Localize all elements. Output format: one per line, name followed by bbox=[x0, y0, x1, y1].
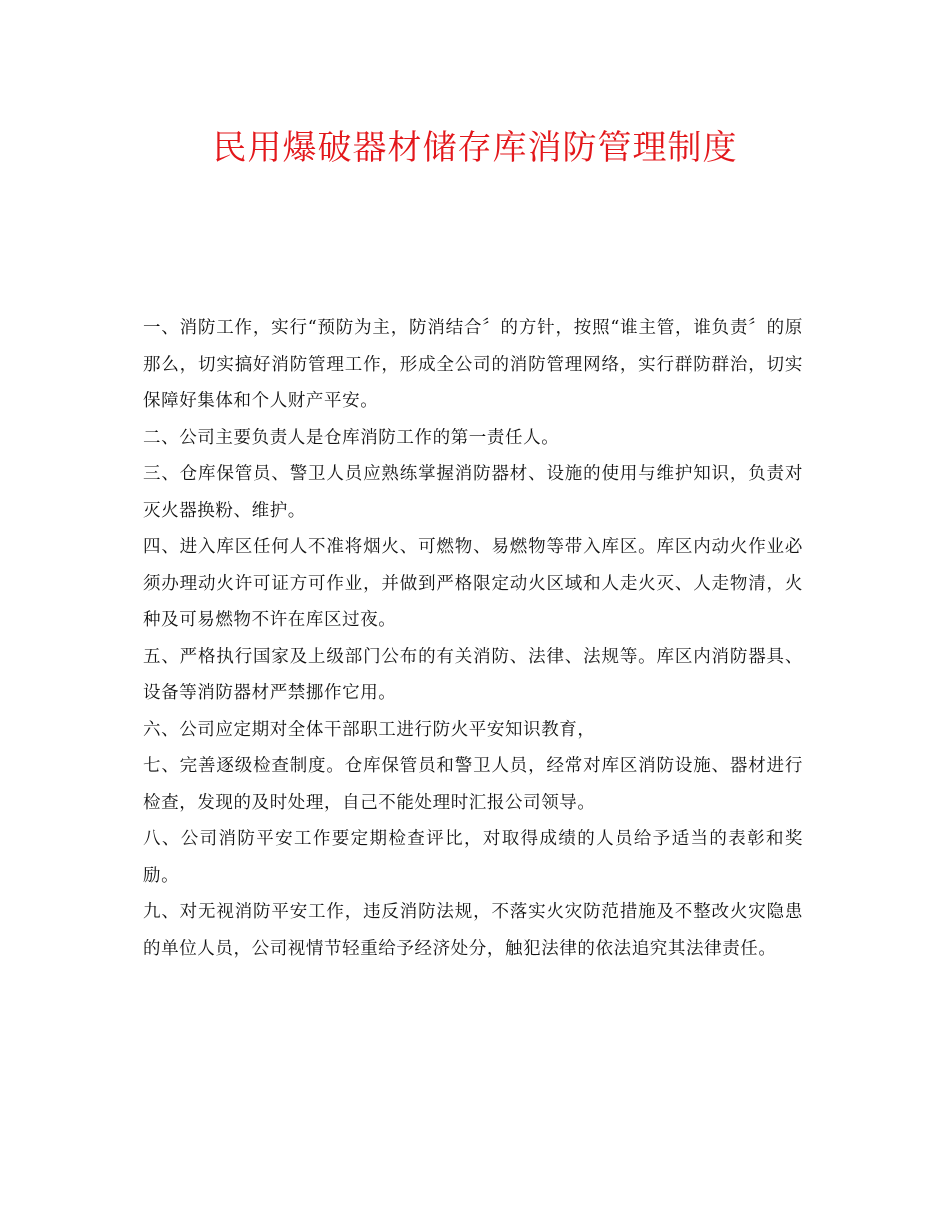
paragraph-3: 三、仓库保管员、警卫人员应熟练掌握消防器材、设施的使用与维护知识，负责对灭火器换粉、维护。 bbox=[143, 464, 803, 521]
paragraph-8: 八、公司消防平安工作要定期检查评比，对取得成绩的人员给予适当的表彰和奖励。 bbox=[143, 829, 803, 886]
paragraph-6: 六、公司应定期对全体干部职工进行防火平安知识教育， bbox=[143, 719, 596, 740]
paragraph-1: 一、消防工作，实行“预防为主，防消结合〞的方针，按照“谁主管，谁负责〞的原那么，切实搞好消防管理工作，形成全公司的消防管理网络，实行群防群治，切实保障好集体和个人财产平安。 bbox=[143, 318, 803, 411]
paragraph-4: 四、进入库区任何人不准将烟火、可燃物、易燃物等带入库区。库区内动火作业必须办理动火许可证方可作业，并做到严格限定动火区域和人走火灭、人走物清，火种及可易燃物不许在库区过夜。 bbox=[143, 537, 803, 630]
paragraph-5: 五、严格执行国家及上级部门公布的有关消防、法律、法规等。库区内消防器具、设备等消防器材严禁挪作它用。 bbox=[143, 646, 803, 703]
paragraph-7: 七、完善逐级检查制度。仓库保管员和警卫人员，经常对库区消防设施、器材进行检查，发现的及时处理，自己不能处理时汇报公司领导。 bbox=[143, 756, 803, 813]
document-title: 民用爆破器材储存库消防管理制度 bbox=[212, 128, 738, 168]
paragraph-9: 九、对无视消防平安工作，违反消防法规，不落实火灾防范措施及不整改火灾隐患的单位人员，公司视情节轻重给予经济处分，触犯法律的依法追究其法律责任。 bbox=[143, 902, 803, 959]
paragraph-2: 二、公司主要负责人是仓库消防工作的第一责任人。 bbox=[143, 427, 560, 448]
document-body bbox=[143, 310, 803, 967]
